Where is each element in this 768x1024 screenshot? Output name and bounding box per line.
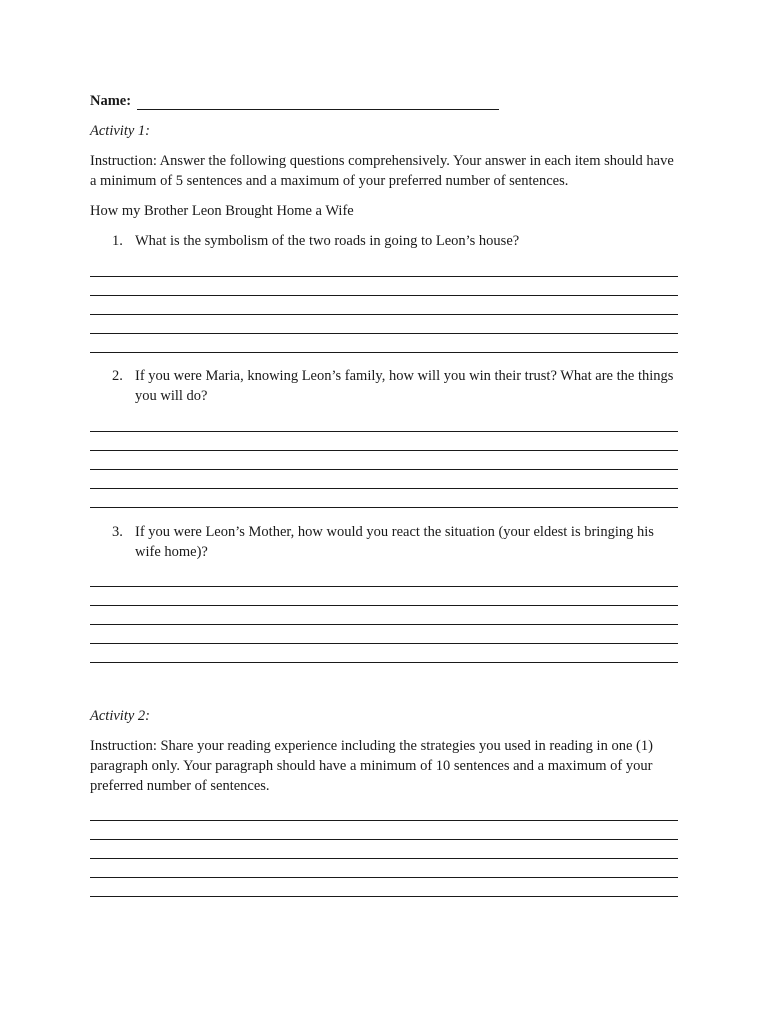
answer-line[interactable] (90, 507, 678, 508)
answer-line[interactable] (90, 488, 678, 489)
answer-line[interactable] (90, 469, 678, 470)
activity-2-instruction: Instruction: Share your reading experience including the strategies you used in reading in one (1) paragraph only. Your paragraph should have a minimum of 10 sentences and a maximum of your preferred number of sentences. (90, 738, 653, 794)
question-text: What is the symbolism of the two roads in going to Leon’s house? (135, 233, 520, 249)
answer-line[interactable] (90, 431, 678, 432)
answer-line[interactable] (90, 333, 678, 334)
name-label: Name: (90, 93, 132, 109)
question-2 (112, 366, 682, 406)
activity-1-instruction: Instruction: Answer the following questions comprehensively. Your answer in each item should have a minimum of 5 sentences and a maximum of your preferred number of sentences. (90, 153, 674, 189)
answer-line[interactable] (90, 624, 678, 625)
answer-lines-1[interactable] (90, 276, 678, 353)
answer-lines-3[interactable] (90, 586, 678, 663)
answer-line[interactable] (90, 896, 678, 897)
answer-line[interactable] (90, 839, 678, 840)
answer-line[interactable] (90, 605, 678, 606)
answer-line[interactable] (90, 352, 678, 353)
answer-line[interactable] (90, 858, 678, 859)
answer-line[interactable] (90, 450, 678, 451)
question-text: If you were Leon’s Mother, how would you react the situation (your eldest is bringing his wife home)? (135, 524, 654, 560)
question-number: 1. (112, 233, 123, 249)
answer-lines-2[interactable] (90, 431, 678, 508)
question-number: 2. (112, 368, 123, 384)
answer-line[interactable] (90, 295, 678, 296)
answer-line[interactable] (90, 662, 678, 663)
answer-line[interactable] (90, 643, 678, 644)
activity-2-title: Activity 2: (90, 708, 150, 724)
answer-line[interactable] (90, 276, 678, 277)
question-number: 3. (112, 524, 123, 540)
answer-line[interactable] (90, 586, 678, 587)
name-field-row (90, 93, 499, 110)
question-1 (112, 231, 682, 251)
answer-line[interactable] (90, 820, 678, 821)
question-text: If you were Maria, knowing Leon’s family, how will you win their trust? What are the things you will do? (135, 368, 674, 404)
answer-lines-activity-2[interactable] (90, 820, 678, 897)
activity-1-title: Activity 1: (90, 123, 150, 139)
story-title: How my Brother Leon Brought Home a Wife (90, 203, 354, 219)
question-3 (112, 522, 682, 562)
answer-line[interactable] (90, 877, 678, 878)
answer-line[interactable] (90, 314, 678, 315)
name-blank-line[interactable] (137, 95, 499, 110)
